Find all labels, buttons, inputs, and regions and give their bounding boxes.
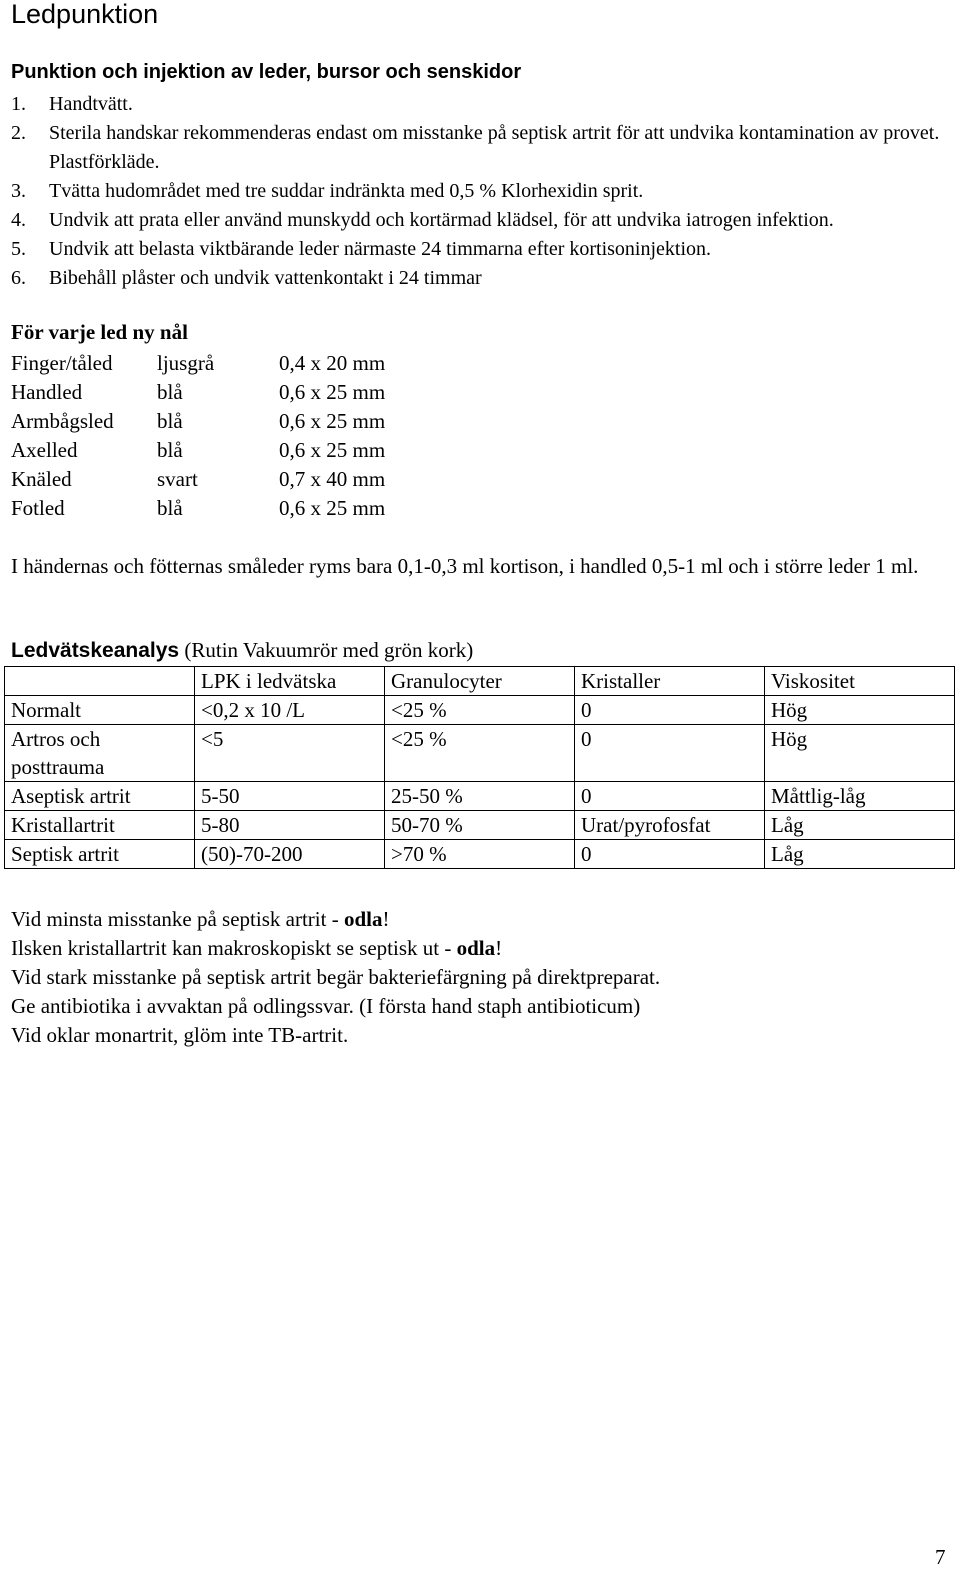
synovial-analysis-table	[4, 666, 955, 869]
needle-size: 0,4 x 20 mm	[279, 351, 386, 375]
table-header-cell: Granulocyter	[385, 667, 575, 696]
analysis-title-rest: (Rutin Vakuumrör med grön kork)	[179, 638, 474, 662]
note-line: Ge antibiotika i avvaktan på odlingssvar. (I första hand staph antibioticum)	[11, 994, 641, 1018]
table-row	[5, 696, 955, 725]
table-cell: Septisk artrit	[5, 840, 195, 869]
note-text: Vid minsta misstanke på septisk artrit -	[11, 907, 344, 931]
step-text: Undvik att belasta viktbärande leder närmaste 24 timmarna efter kortisoninjektion.	[49, 238, 712, 260]
table-cell: Hög	[765, 696, 955, 725]
step-item	[11, 235, 951, 264]
needle-size: 0,6 x 25 mm	[279, 496, 386, 520]
table-cell: <25 %	[385, 696, 575, 725]
note-line	[11, 905, 660, 934]
needle-size: 0,7 x 40 mm	[279, 467, 386, 491]
needle-joint: Finger/tåled	[11, 351, 113, 375]
table-cell: Aseptisk artrit	[5, 782, 195, 811]
needle-row	[11, 349, 385, 378]
table-cell: Normalt	[5, 696, 195, 725]
table-header-cell	[5, 667, 195, 696]
page-number: 7	[935, 1545, 946, 1569]
step-item	[11, 177, 951, 206]
step-number: 4.	[11, 209, 26, 231]
table-cell: <5	[195, 725, 385, 782]
note-emphasis: odla	[343, 907, 383, 931]
needle-row	[11, 465, 385, 494]
step-number: 3.	[11, 180, 26, 202]
table-row	[5, 811, 955, 840]
note-line	[11, 934, 660, 963]
table-cell: 25-50 %	[385, 782, 575, 811]
step-item	[11, 264, 951, 293]
table-cell: Artros och posttrauma	[5, 725, 195, 782]
step-item	[11, 90, 951, 119]
table-header-cell: Kristaller	[575, 667, 765, 696]
needle-size: 0,6 x 25 mm	[279, 409, 386, 433]
step-number: 2.	[11, 122, 26, 144]
table-cell: Låg	[765, 811, 955, 840]
step-item	[11, 119, 951, 177]
needle-list	[11, 349, 385, 523]
table-cell: 50-70 %	[385, 811, 575, 840]
table-header-cell: Viskositet	[765, 667, 955, 696]
needle-title: För varje led ny nål	[11, 320, 188, 344]
needle-joint: Fotled	[11, 496, 65, 520]
table-row	[5, 725, 955, 782]
table-cell: 0	[575, 725, 765, 782]
needle-row	[11, 436, 385, 465]
table-cell: Måttlig-låg	[765, 782, 955, 811]
note-line: Vid stark misstanke på septisk artrit begär bakteriefärgning på direktpreparat.	[11, 965, 661, 989]
note-text: !	[495, 936, 503, 960]
note-line: Vid oklar monartrit, glöm inte TB-artrit.	[11, 1023, 349, 1047]
table-cell: Låg	[765, 840, 955, 869]
table-cell: 0	[575, 696, 765, 725]
step-number: 5.	[11, 238, 26, 260]
section-title: Punktion och injektion av leder, bursor och senskidor	[11, 61, 522, 83]
table-row	[5, 840, 955, 869]
needle-row	[11, 407, 385, 436]
note-text: Ilsken kristallartrit kan makroskopiskt se septisk ut -	[11, 936, 457, 960]
table-header-cell: LPK i ledvätska	[195, 667, 385, 696]
dose-note: I händernas och fötternas småleder ryms bara 0,1-0,3 ml kortison, i handled 0,5-1 ml och i större leder 1 ml.	[11, 554, 919, 578]
table-row	[5, 782, 955, 811]
needle-color: blå	[157, 409, 183, 433]
table-cell: 5-50	[195, 782, 385, 811]
needle-size: 0,6 x 25 mm	[279, 438, 386, 462]
table-cell: Urat/pyrofosfat	[575, 811, 765, 840]
step-text: Tvätta hudområdet med tre suddar indränkta med 0,5 % Klorhexidin sprit.	[49, 180, 644, 202]
analysis-title	[11, 638, 473, 663]
table-header-row	[5, 667, 955, 696]
table-cell: Kristallartrit	[5, 811, 195, 840]
table-cell: Hög	[765, 725, 955, 782]
step-text: Sterila handskar rekommenderas endast om misstanke på septisk artrit för att undvika kontamination av provet. Plastförkläde.	[49, 122, 940, 173]
needle-joint: Armbågsled	[11, 409, 114, 433]
table-cell: 0	[575, 782, 765, 811]
procedure-steps	[11, 90, 951, 293]
needle-row	[11, 378, 385, 407]
needle-color: blå	[157, 496, 183, 520]
needle-color: svart	[157, 467, 198, 491]
needle-size: 0,6 x 25 mm	[279, 380, 386, 404]
step-number: 1.	[11, 93, 26, 115]
step-text: Handtvätt.	[49, 93, 133, 115]
needle-row	[11, 494, 385, 523]
needle-joint: Axelled	[11, 438, 78, 462]
table-cell: (50)-70-200	[195, 840, 385, 869]
table-cell: 5-80	[195, 811, 385, 840]
table-cell: 0	[575, 840, 765, 869]
needle-color: blå	[157, 438, 183, 462]
table-cell: <25 %	[385, 725, 575, 782]
note-emphasis: odla	[456, 936, 496, 960]
needle-joint: Knäled	[11, 467, 72, 491]
step-text: Undvik att prata eller använd munskydd och kortärmad klädsel, för att undvika iatrogen infektion.	[49, 209, 834, 231]
note-text: !	[382, 907, 390, 931]
analysis-title-bold: Ledvätskeanalys	[11, 639, 180, 662]
step-number: 6.	[11, 267, 26, 289]
step-text: Bibehåll plåster och undvik vattenkontakt i 24 timmar	[49, 267, 482, 289]
step-item	[11, 206, 951, 235]
needle-color: blå	[157, 380, 183, 404]
page-title: Ledpunktion	[11, 0, 159, 29]
table-cell: >70 %	[385, 840, 575, 869]
needle-joint: Handled	[11, 380, 83, 404]
needle-color: ljusgrå	[157, 351, 215, 375]
clinical-notes	[11, 905, 660, 1050]
table-cell: <0,2 x 10 /L	[195, 696, 385, 725]
